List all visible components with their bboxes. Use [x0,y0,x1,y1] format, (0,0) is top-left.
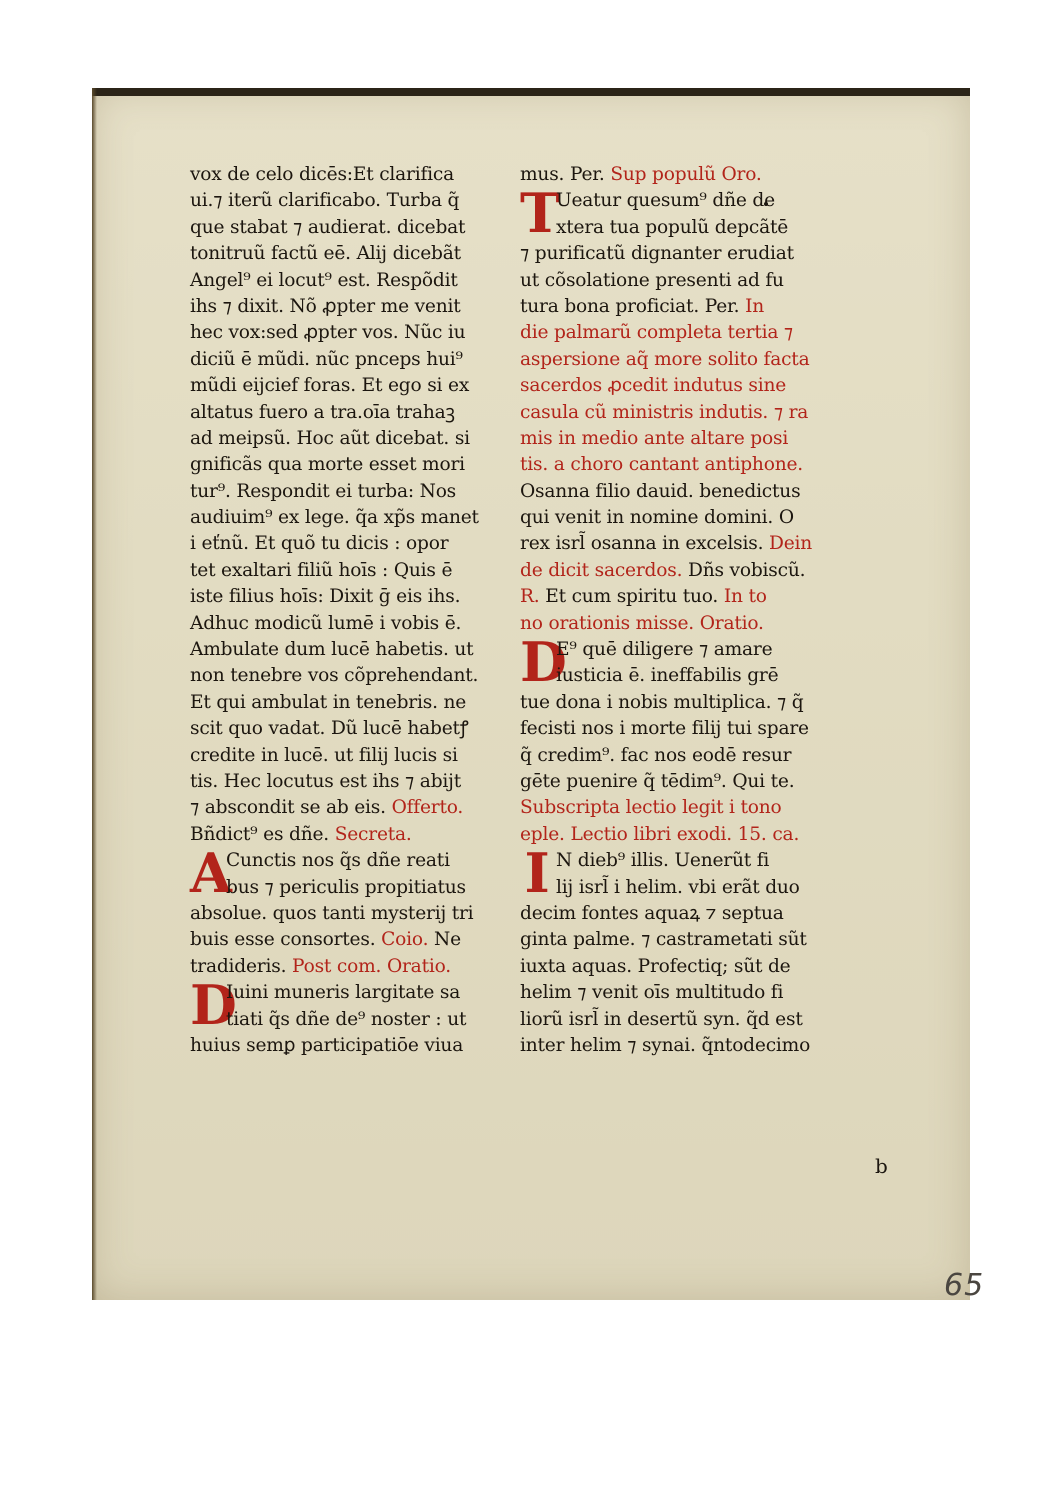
text-line [520,769,845,795]
text-line [520,241,845,267]
line-text: ui.⁊ iterũ clarificabo. Turba q̃ [190,190,460,212]
line-text: Bñdict⁹ es dñe. [190,823,329,845]
text-line [190,347,510,373]
right-column [520,162,845,1059]
line-text: ginta palme. ⁊ castrametati sũt [520,929,807,951]
text-line [520,1033,845,1059]
text-line [520,980,845,1006]
line-text: ut cõsolatione presenti ad fu [520,269,784,291]
line-text: ihs ⁊ dixit. Nõ ꝓpter me venit [190,295,461,317]
line-text: ⁊ purificatũ dignanter erudiat [520,243,794,265]
text-line [190,848,510,874]
line-text: iusticia ē. ineffabilis grē [556,665,779,687]
line-text: liorũ isrl̃ in desertũ syn. q̃d est [520,1008,803,1030]
text-line [520,1007,845,1033]
line-text: Ueatur quesum⁹ dñe de [556,190,775,212]
text-line [520,663,845,689]
signature-mark: b [875,1154,888,1178]
text-line [190,769,510,795]
folio-number: 65 [944,1268,985,1303]
text-line [190,716,510,742]
text-line [190,822,510,848]
line-text: tura bona proficiat. Per. [520,295,740,317]
rubric-text: R. [520,586,540,608]
rubric-line: casula cũ ministris indutis. ⁊ ra [520,401,809,423]
text-line [190,188,510,214]
text-line [190,743,510,769]
rubric-text: Secreta. [334,823,412,845]
line-text: Iuini muneris largitate sa [226,982,461,1004]
line-text: Angel⁹ ei locut⁹ est. Respõdit [190,269,458,291]
line-text: ⁊ abscondit se ab eis. [190,797,386,819]
line-text: scit quo vadat. Dũ lucē habetꝭ [190,718,469,740]
rubric-line: sacerdos ꝓcedit indutus sine [520,375,787,397]
initial-letter: D [190,973,237,1038]
text-line [190,901,510,927]
line-text: E⁹ quē diligere ⁊ amare [556,639,773,661]
text-line [190,584,510,610]
line-text: tradideris. [190,955,287,977]
line-text: audiuim⁹ ex lege. q̃a xp̃s manet [190,507,479,529]
line-text: N dieb⁹ illis. Uenerũt fi [556,850,770,872]
text-line [520,268,845,294]
text-line [520,531,845,557]
line-text: huius semꝑ participatiōe viua [190,1034,464,1056]
text-line [520,611,845,637]
page-scan [92,88,985,1303]
initial-letter: D [520,630,567,695]
line-text: absolue. quos tanti mysterij tri [190,902,474,924]
line-text: vox de celo dicēs:Et clarifica [190,164,455,185]
line-text: gēte puenire q̃ tēdim⁹. Qui te. [520,770,795,792]
text-line [520,584,845,610]
text-line [520,188,845,214]
line-text: Et qui ambulat in tenebris. ne [190,691,467,713]
text-line [190,611,510,637]
text-line [520,743,845,769]
text-line [190,795,510,821]
rubric-line: die palmarũ completa tertia ⁊ [520,322,793,344]
line-text: tet exaltari filiũ hoīs : Quis ē [190,559,453,581]
text-line [520,637,845,663]
text-line [190,558,510,584]
text-line [190,452,510,478]
text-line [190,531,510,557]
rubric-line: eple. Lectio libri exodi. 15. ca. [520,823,800,845]
rubric-text: Post com. Oratio. [292,955,451,977]
line-text: tonitruũ factũ eē. Alij dicebãt [190,243,461,265]
line-text: inter helim ⁊ synai. q̃ntodecimo [520,1034,811,1056]
line-text: Osanna filio dauid. benedictus [520,480,801,502]
line-text: bus ⁊ periculis propitiatus [226,876,466,898]
line-text: iste filius hoīs: Dixit ḡ eis ihs. [190,586,461,608]
text-line [520,162,845,188]
line-text: rex isrl̃ osanna in excelsis. [520,533,764,555]
prayer-block-secreta [190,841,510,980]
line-text: qui venit in nomine domini. O [520,507,794,529]
line-text: Cunctis nos q̃s dñe reati [226,850,450,872]
rubric-text: Sup populũ Oro. [610,164,762,185]
line-text: tis. Hec locutus est ihs ⁊ abijt [190,770,461,792]
initial-letter: A [190,841,232,906]
line-text: decim fontes aquaꝝ ⁊ septua [520,902,784,924]
text-line [520,215,845,241]
text-line [190,162,510,188]
line-text: hec vox:sed ꝓpter vos. Nũc iu [190,322,466,344]
line-text: credite in lucē. ut filij lucis si [190,744,458,766]
rubric-text: In to [723,586,767,608]
lectio-block-exodus [520,841,845,1059]
text-line [190,663,510,689]
line-text: fecisti nos i morte filij tui spare [520,718,809,740]
initial-letter: T [520,181,560,246]
left-column [190,162,510,1059]
rubric-text: Offerto. [391,797,464,819]
line-text: tue dona i nobis multiplica. ⁊ q̃ [520,691,804,713]
line-text: tiati q̃s dñe de⁹ noster : ut [226,1008,467,1030]
text-line [190,954,510,980]
line-text: q̃ credim⁹. fac nos eodē resur [520,744,792,766]
initial-letter: I [524,841,550,906]
text-line [520,294,845,320]
rubric-line: tis. a choro cantant antiphone. [520,454,803,476]
line-text: lij isrl̃ i helim. vbi erãt duo [556,876,800,898]
prayer-block-postcom [190,973,510,1059]
line-text: gnificãs qua morte esset mori [190,454,465,476]
line-text: tur⁹. Respondit ei turba: Nos [190,480,457,502]
line-text: Ambulate dum lucē habetis. ut [190,639,474,661]
text-line [190,875,510,901]
text-line [190,241,510,267]
rubric-text: de dicit sacerdos. [520,559,683,581]
line-text: non tenebre vos cõprehendant. [190,665,479,687]
text-line [190,1033,510,1059]
text-line [520,690,845,716]
prayer-block-super-populum [520,181,845,478]
text-line [190,479,510,505]
text-line [520,716,845,742]
line-text: xtera tua populũ depcãtē [556,216,789,238]
line-text: Adhuc modicũ lumē i vobis ē. [190,612,462,634]
rubric-text: Dein [769,533,813,555]
rubric-text: In [745,295,765,317]
text-line [190,980,510,1006]
text-line [190,400,510,426]
text-line [520,479,845,505]
line-text: Dñs vobiscũ. [688,559,806,581]
rubric-text: Coio. [381,929,429,951]
text-line [190,426,510,452]
rubric-line: Subscripta lectio legit i tono [520,797,782,819]
text-line [190,927,510,953]
rubric-line: mis in medio ante altare posi [520,427,789,449]
text-line [520,901,845,927]
line-text: que stabat ⁊ audierat. dicebat [190,216,466,238]
text-line [190,690,510,716]
text-line [520,558,845,584]
rubric-text: no orationis misse. Oratio. [520,612,764,634]
line-text: altatus fuero a tra.oīa trahaꝫ [190,401,455,423]
prayer-block-oratio [520,630,845,848]
text-line [190,268,510,294]
line-text: buis esse consortes. [190,929,376,951]
line-text: mũdi eijcief foras. Et ego si ex [190,375,470,397]
text-line [520,954,845,980]
text-line [190,505,510,531]
text-line [190,320,510,346]
line-text: helim ⁊ venit oīs multitudo fi [520,982,784,1004]
text-line [190,373,510,399]
line-text: diciũ ē mũdi. nũc pnceps hui⁹ [190,348,463,370]
line-text: Ne [434,929,461,951]
line-text: ad meipsũ. Hoc aũt dicebat. si [190,427,470,449]
line-text: i eťnũ. Et quõ tu dicis : opor [190,533,449,555]
text-line [520,848,845,874]
rubric-line: aspersione aq̃ more solito facta [520,348,810,370]
line-text: Et cum spiritu tuo. [545,586,719,608]
text-line [190,215,510,241]
text-line [520,505,845,531]
text-line [520,927,845,953]
line-text: mus. Per. [520,164,605,185]
text-line [190,637,510,663]
text-line [190,1007,510,1033]
text-line [190,294,510,320]
text-line [520,875,845,901]
line-text: iuxta aquas. Profectiq; sũt de [520,955,791,977]
